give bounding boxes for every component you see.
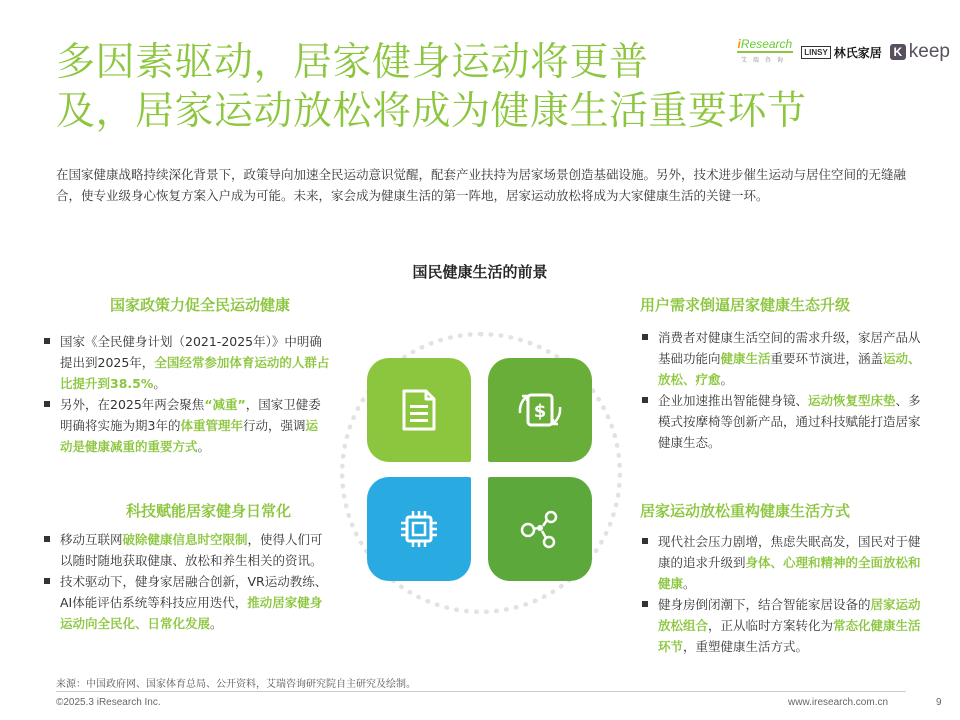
svg-text:$: $ [533, 401, 547, 422]
website-url: www.iresearch.com.cn [788, 697, 889, 708]
linsy-logo [801, 44, 882, 61]
list-item: 企业加速推出智能健身镜、运动恢复型床垫、多模式按摩椅等创新产品，通过科技赋能打造居家健康生态。 [642, 390, 922, 453]
keep-logo-word: keep [908, 41, 950, 62]
lifestyle-list [642, 531, 922, 657]
policy-list [44, 331, 330, 457]
iresearch-logo-name: Research [740, 37, 793, 51]
list-item: 健身房倒闭潮下，结合智能家居设备的居家运动放松组合，正从临时方案转化为常态化健康生活环节，重塑健康生活方式。 [642, 594, 922, 657]
tile-technology [367, 477, 471, 581]
section-title-lifestyle: 居家运动放松重构健康生活方式 [640, 502, 851, 520]
intro-paragraph: 在国家健康战略持续深化背景下，政策导向加速全民运动意识觉醒，配套产业扶持为居家场景创造基础设施。另外，技术进步催生运动与居住空间的无缝融合，使专业级身心恢复方案入户成为可能。未来，家会成为健康生活的第一阵地，居家运动放松将成为大家健康生活的关键一环。 [56, 167, 907, 203]
footer-divider [56, 691, 906, 692]
title-line-2: 及，居家运动放松将成为健康生活重要环节 [56, 89, 807, 134]
list-item: 国家《全民健身计划（2021-2025年）》中明确提出到2025年，全国经常参加体育运动的人群占比提升到38.5%。 [44, 331, 330, 394]
list-item: 移动互联网破除健康信息时空限制，使得人们可以随时随地获取健康、放松和养生相关的资讯。 [44, 529, 330, 571]
linsy-logo-box: LINSY [801, 46, 831, 59]
logo-bar [737, 38, 950, 64]
iresearch-logo [737, 38, 794, 64]
technology-list [44, 529, 330, 634]
tile-document [367, 358, 471, 462]
list-item: 技术驱动下，健身家居融合创新，VR运动教练、AI体能评估系统等科技应用迭代，推动居家健身运动向全民化、日常化发展。 [44, 571, 330, 634]
list-item: 另外，在2025年两会聚焦“减重”，国家卫健委明确将实施为期3年的体重管理年行动，强调运动是健康减重的重要方式。 [44, 394, 330, 457]
keep-logo-mark: K [890, 44, 906, 60]
tile-lifestyle [488, 477, 592, 581]
tile-finance [488, 358, 592, 462]
diagram-title: 国民健康生活的前景 [412, 263, 548, 281]
list-item: 现代社会压力剧增，焦虑失眠高发，国民对于健康的追求升级到身体、心理和精神的全面放松和健康。 [642, 531, 922, 594]
linsy-logo-name: 林氏家居 [833, 46, 882, 60]
page-number: 9 [936, 697, 942, 708]
iresearch-logo-sub: 艾瑞咨询 [740, 57, 789, 64]
list-item: 消费者对健康生活空间的需求升级，家居产品从基础功能向健康生活重要环节演进，涵盖运动、放松、疗愈。 [642, 327, 922, 390]
dollar-exchange-icon [517, 389, 563, 431]
chip-icon [398, 508, 440, 550]
section-title-technology: 科技赋能居家健身日常化 [126, 502, 292, 520]
document-icon [400, 389, 438, 431]
network-icon [518, 508, 562, 550]
source-note: 来源：中国政府网、国家体育总局、公开资料，艾瑞咨询研究院自主研究及绘制。 [56, 679, 416, 690]
iresearch-logo-prefix: i [737, 37, 741, 51]
title-line-1: 多因素驱动，居家健身运动将更普 [56, 40, 649, 85]
keep-logo [890, 42, 950, 61]
copyright: ©2025.3 iResearch Inc. [56, 697, 161, 708]
section-title-policy: 国家政策力促全民运动健康 [110, 296, 291, 314]
section-title-demand: 用户需求倒逼居家健康生态升级 [640, 296, 851, 314]
demand-list [642, 327, 922, 453]
